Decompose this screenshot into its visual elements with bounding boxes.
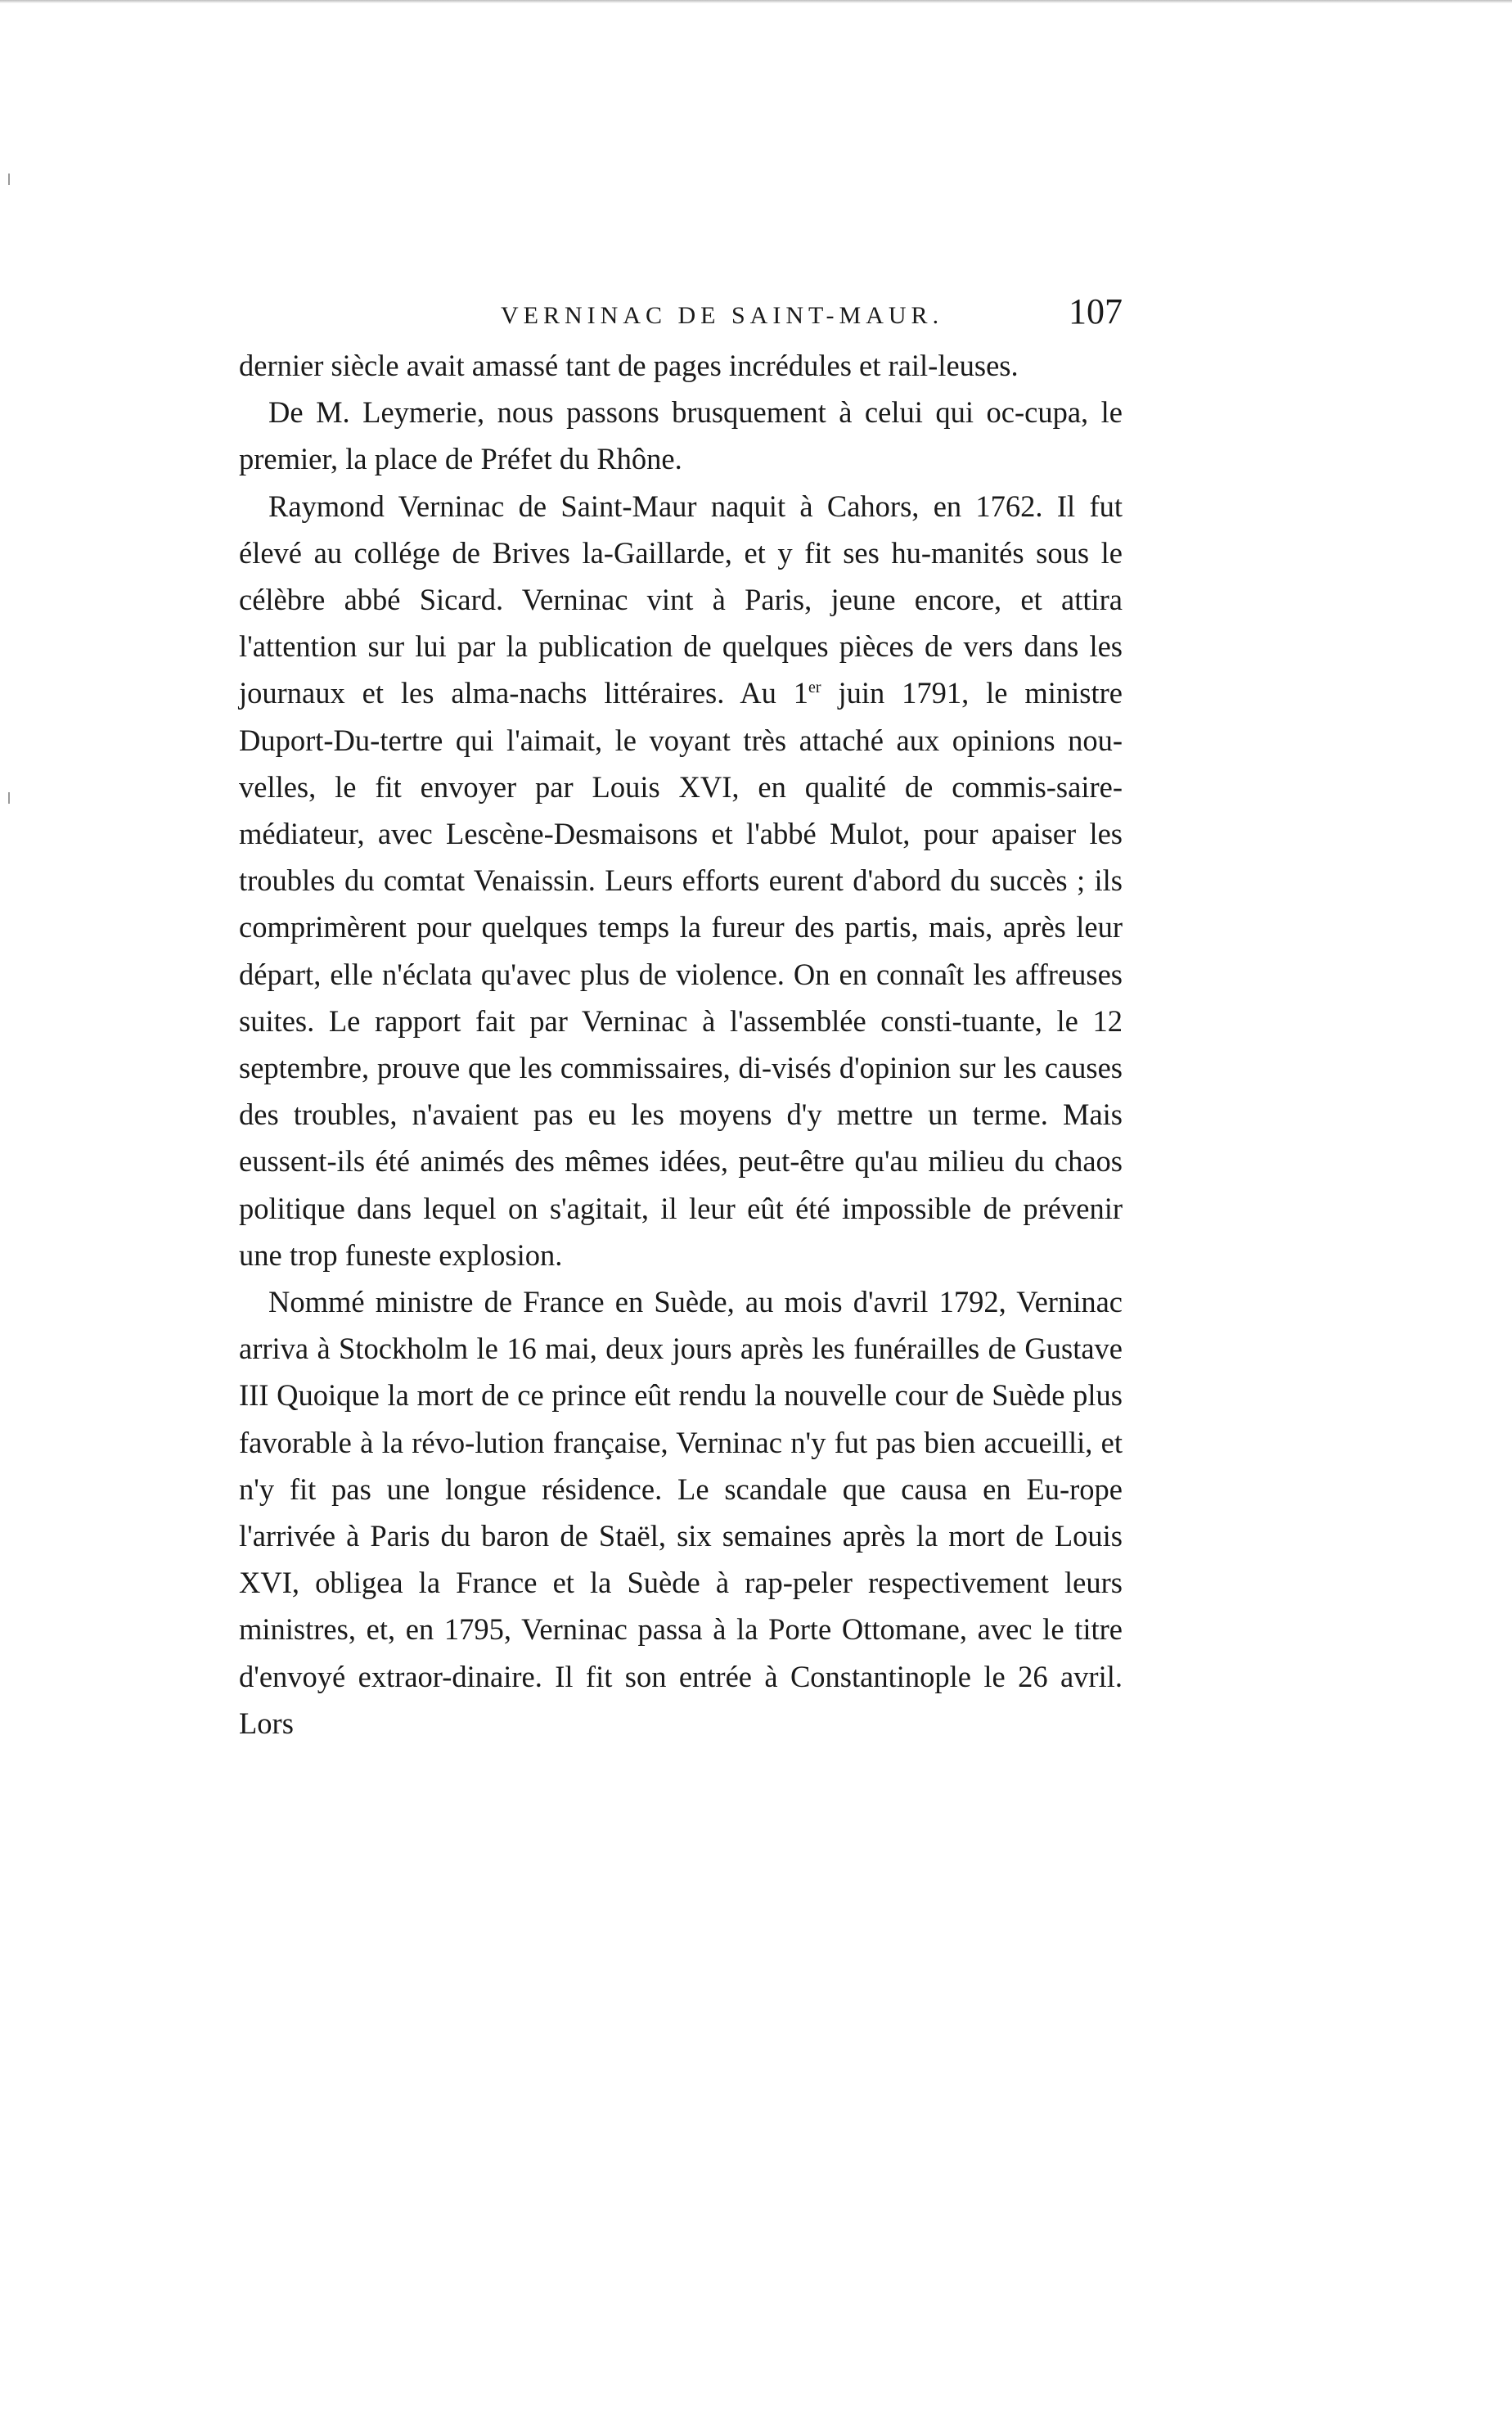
paragraph	[239, 483, 1123, 1278]
scan-mark	[8, 792, 10, 804]
paragraph-text: juin 1791, le ministre Duport-Du-tertre qui l'aimait, le voyant très attaché aux opinions nou-velles, le fit envoyer par Louis XVI, en qualité de commis-saire-médiateur, avec Lescène-Desmaisons et l'abbé Mulot, pour apaiser les troubles du comtat Venaissin. Leurs efforts eurent d'abord du succès ; ils comprimèrent pour quelques temps la fureur des partis, mais, après leur départ, elle n'éclata qu'avec plus de violence. On en connaît les affreuses suites. Le rapport fait par Verninac à l'assemblée consti-tuante, le 12 septembre, prouve que les commissaires, di-visés d'opinion sur les causes des troubles, n'avaient pas eu les moyens d'y mettre un terme. Mais eussent-ils été animés des mêmes idées, peut-être qu'au milieu du chaos politique dans lequel on s'agitait, il leur eût été impossible de prévenir une trop funeste explosion.	[239, 676, 1123, 1272]
paragraph: dernier siècle avait amassé tant de pages incrédules et rail-leuses.	[239, 349, 1019, 382]
paragraph: De M. Leymerie, nous passons brusquement à celui qui oc-cupa, le premier, la place de Préfet du Rhône.	[239, 395, 1123, 476]
page-header	[239, 291, 1123, 340]
page-number: 107	[1069, 291, 1123, 331]
body-text	[239, 342, 1123, 1747]
paragraph-text: Raymond Verninac de Saint-Maur naquit à Cahors, en 1762. Il fut élevé au collége de Brives la-Gaillarde, et y fit ses hu-manités sous le célèbre abbé Sicard. Verninac vint à Paris, jeune encore, et attira l'attention sur lui par la publication de quelques pièces de vers dans les journaux et les alma-nachs littéraires. Au 1	[239, 489, 1123, 710]
paragraph: Nommé ministre de France en Suède, au mois d'avril 1792, Verninac arriva à Stockholm le 16 mai, deux jours après les funérailles de Gustave III Quoique la mort de ce prince eût rendu la nouvelle cour de Suède plus favorable à la révo-lution française, Verninac n'y fut pas bien accueilli, et n'y fit pas une longue résidence. Le scandale que causa en Eu-rope l'arrivée à Paris du baron de Staël, six semaines après la mort de Louis XVI, obligea la France et la Suède à rap-peler respectivement leurs ministres, et, en 1795, Verninac passa à la Porte Ottomane, avec le titre d'envoyé extraor-dinaire. Il fit son entrée à Constantinople le 26 avril. Lors	[239, 1285, 1123, 1740]
superscript: er	[808, 678, 821, 697]
scan-mark	[8, 174, 10, 185]
scan-top-edge	[0, 0, 1512, 3]
running-head: VERNINAC DE SAINT-MAUR.	[501, 302, 944, 329]
